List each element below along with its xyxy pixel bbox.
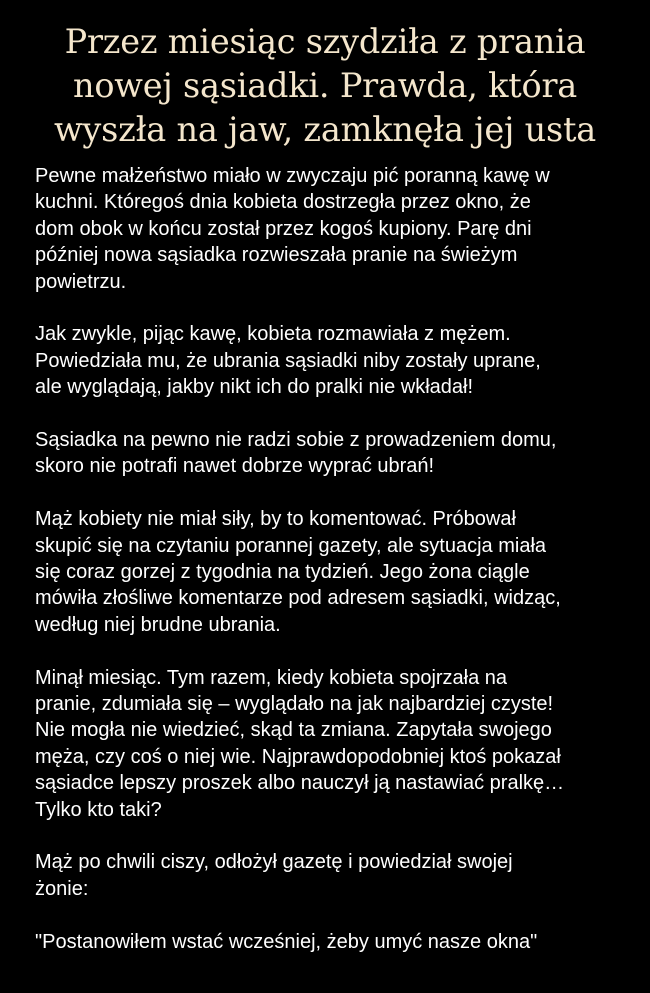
paragraph-1: Pewne małżeństwo miało w zwyczaju pić poranną kawę w kuchni. Któregoś dnia kobieta dostrzegła przez okno, że dom obok w końcu został przez kogoś kupiony. Parę dni później nowa sąsiadka rozwieszała pranie na świeżym powietrzu. xyxy=(35,165,550,293)
article-body xyxy=(35,163,635,955)
closing-quote: "Postanowiłem wstać wcześniej, żeby umyć nasze okna" xyxy=(35,930,538,953)
paragraph-5: Minął miesiąc. Tym razem, kiedy kobieta spojrzała na pranie, zdumiała się – wyglądało na jak najbardziej czyste! Nie mogła nie wiedzieć, skąd ta zmiana. Zapytała swojego męża, czy coś o niej wie. Najprawdopodobniej ktoś pokazał sąsiadce lepszy proszek albo nauczył ją nastawiać pralkę… Tylko kto taki? xyxy=(35,666,565,821)
paragraph-2: Jak zwykle, pijąc kawę, kobieta rozmawiała z mężem. Powiedziała mu, że ubrania sąsiadki niby zostały uprane, ale wyglądają, jakby nikt ich do pralki nie wkładał! xyxy=(35,323,541,399)
article-title: Przez miesiąc szydziła z prania nowej sąsiadki. Prawda, która wyszła na jaw, zamknęła jej usta xyxy=(53,22,597,149)
paragraph-6: Mąż po chwili ciszy, odłożył gazetę i powiedział swojej żonie: xyxy=(35,851,513,900)
paragraph-3: Sąsiadka na pewno nie radzi sobie z prowadzeniem domu, skoro nie potrafi nawet dobrze wyprać ubrań! xyxy=(35,429,557,478)
paragraph-4: Mąż kobiety nie miał siły, by to komentować. Próbował skupić się na czytaniu porannej gazety, ale sytuacja miała się coraz gorzej z tygodnia na tydzień. Jego żona ciągle mówiła złośliwe komentarze pod adresem sąsiadki, widząc, według niej brudne ubrania. xyxy=(35,508,561,636)
